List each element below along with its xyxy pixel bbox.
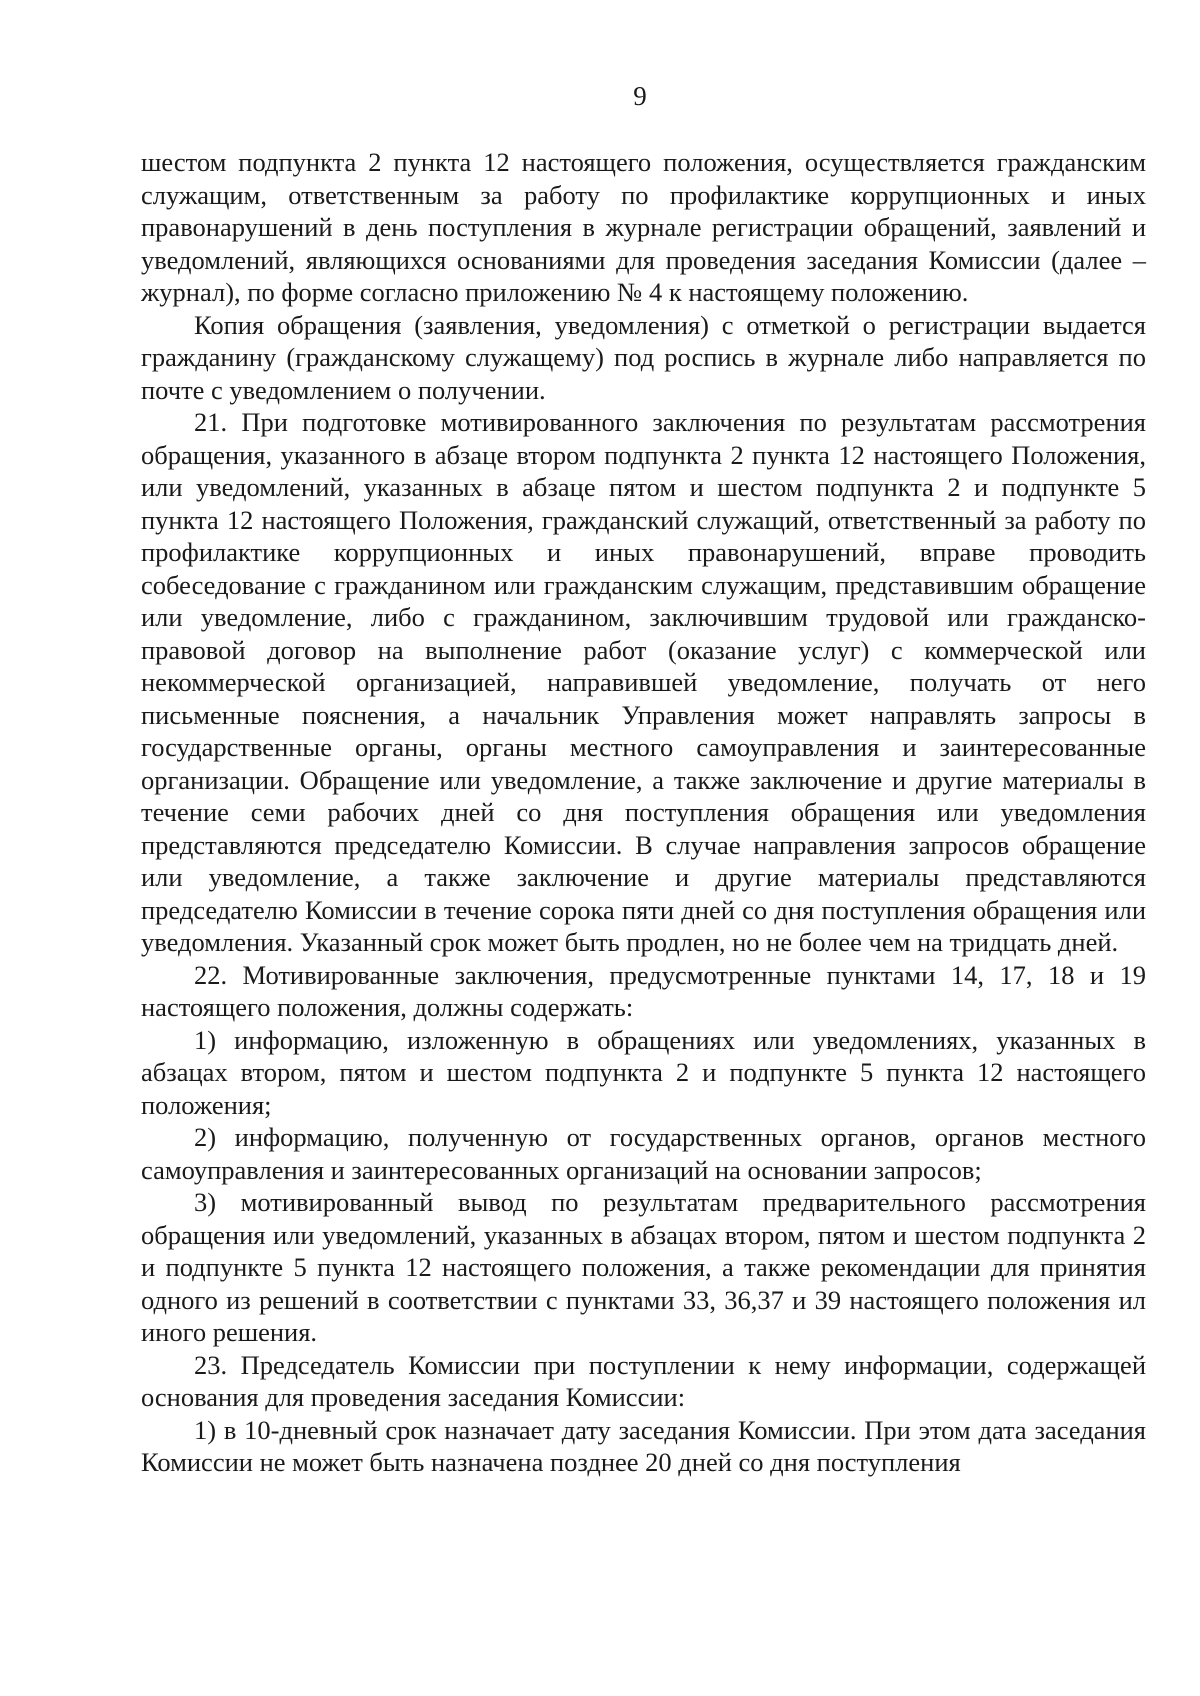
list-item: 1) в 10-дневный срок назначает дату заседания Комиссии. При этом дата заседания Комиссии не может быть назначена позднее 20 дней со дня поступления: [141, 1414, 1146, 1477]
paragraph: шестом подпункта 2 пункта 12 настоящего положения, осуществляется гражданским служащим, ответственным за работу по профилактике коррупционных и иных правонарушений в день поступления в журнале регистрации обращений, заявлений и уведомлений, являющихся основаниями для проведения заседания Комиссии (далее – журнал), по форме согласно приложению № 4 к настоящему положению.: [141, 147, 1146, 307]
paragraph: 22. Мотивированные заключения, предусмотренные пунктами 14, 17, 18 и 19 настоящего положения, должны содержать:: [141, 959, 1146, 1022]
list-item: 3) мотивированный вывод по результатам предварительного рассмотрения обращения или уведомлений, указанных в абзацах втором, пятом и шестом подпункта 2 и подпункте 5 пункта 12 настоящего положения, а также рекомендации для принятия одного из решений в соответствии с пунктами 33, 36,37 и 39 настоящего положения ил иного решения.: [141, 1187, 1146, 1347]
page-number: 9: [633, 81, 647, 111]
list-item: 2) информацию, полученную от государственных органов, органов местного самоуправления и заинтересованных организаций на основании запросов;: [141, 1122, 1146, 1185]
paragraph: 23. Председатель Комиссии при поступлении к нему информации, содержащей основания для проведения заседания Комиссии:: [141, 1349, 1146, 1412]
list-item: 1) информацию, изложенную в обращениях или уведомлениях, указанных в абзацах втором, пятом и шестом подпункта 2 и подпункте 5 пункта 12 настоящего положения;: [141, 1024, 1146, 1120]
paragraph: Копия обращения (заявления, уведомления) с отметкой о регистрации выдается гражданину (гражданскому служащему) под роспись в журнале либо направляется по почте с уведомлением о получении.: [141, 309, 1146, 405]
paragraph: 21. При подготовке мотивированного заключения по результатам рассмотрения обращения, указанного в абзаце втором подпункта 2 пункта 12 настоящего Положения, или уведомлений, указанных в абзаце пятом и шестом подпункта 2 и подпункте 5 пункта 12 настоящего Положения, гражданский служащий, ответственный за работу по профилактике коррупционных и иных правонарушений, вправе проводить собеседование с гражданином или гражданским служащим, представившим обращение или уведомление, либо с гражданином, заключившим трудовой или гражданско-правовой договор на выполнение работ (оказание услуг) с коммерческой или некоммерческой организацией, направившей уведомление, получать от него письменные пояснения, а начальник Управления может направлять запросы в государственные органы, органы местного самоуправления и заинтересованные организации. Обращение или уведомление, а также заключение и другие материалы в течение семи рабочих дней со дня поступления обращения или уведомления представляются председателю Комиссии. В случае направления запросов обращение или уведомление, а также заключение и другие материалы представляются председателю Комиссии в течение сорока пяти дней со дня поступления обращения или уведомления. Указанный срок может быть продлен, но не более чем на тридцать дней.: [141, 407, 1146, 957]
body-text: [141, 146, 1146, 1479]
